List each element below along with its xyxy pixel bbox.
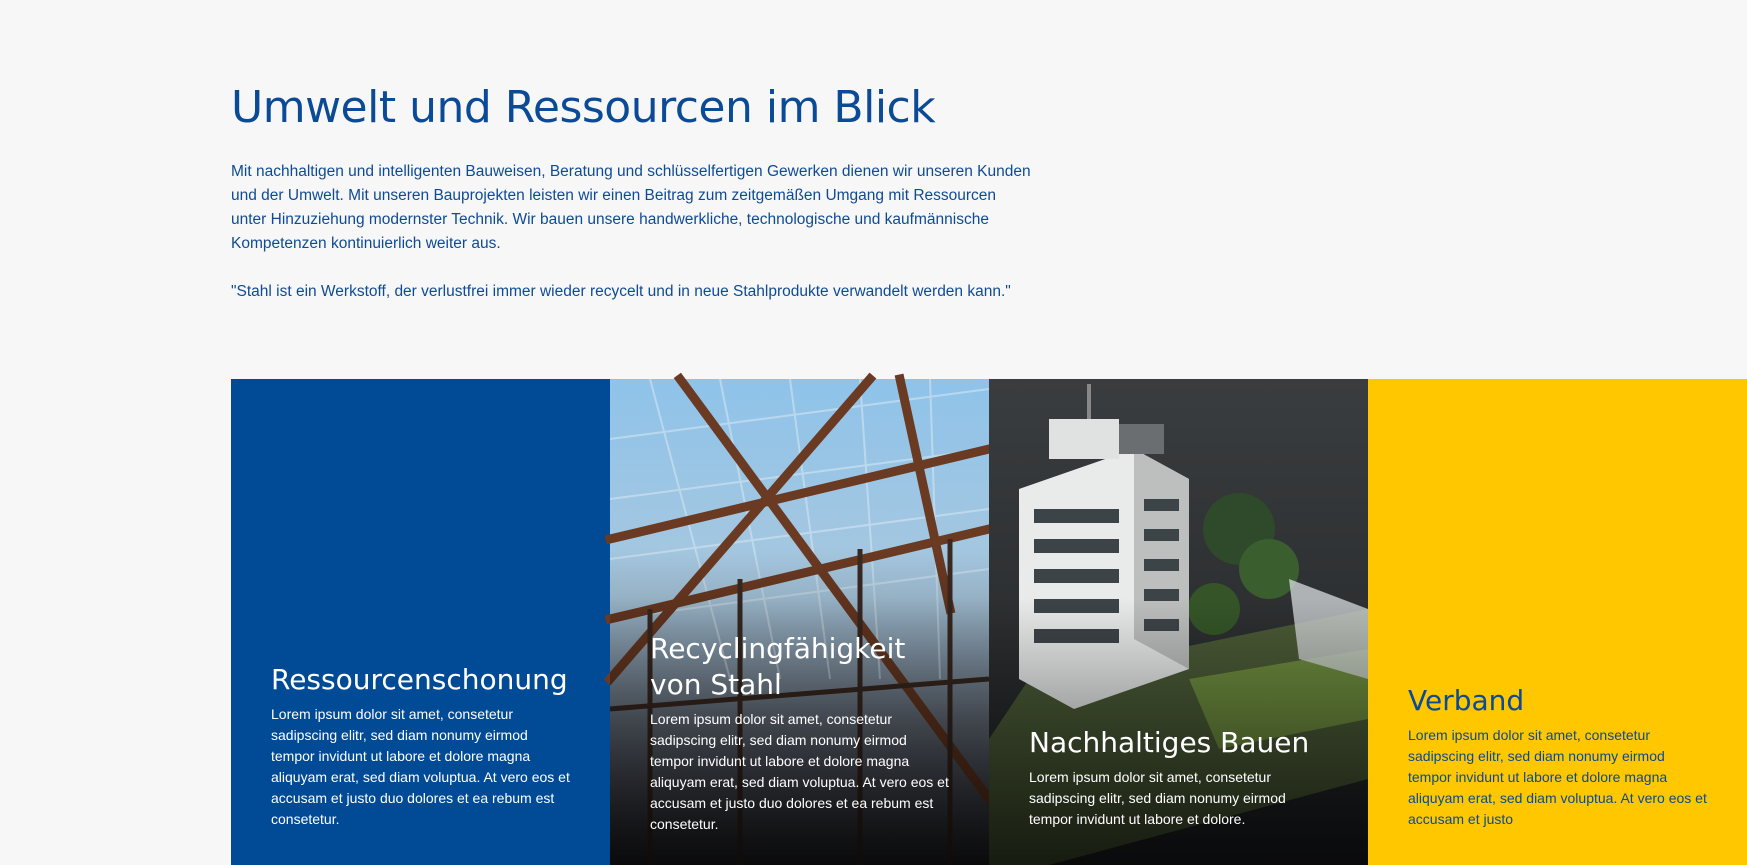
card-body: Lorem ipsum dolor sit amet, consetetur sadipscing elitr, sed diam nonumy eirmod tempor invidunt ut labore et dolore magna aliquyam erat, sed diam voluptua. At vero eos et accusam et justo duo dolores et ea rebum est consetetur.: [650, 711, 949, 832]
card-title: Recyclingfähigkeit von Stahl: [650, 632, 906, 701]
card-text: [650, 631, 953, 835]
card-title: Verband: [1408, 684, 1525, 717]
card-recycling-stahl[interactable]: [610, 379, 989, 865]
card-body: Lorem ipsum dolor sit amet, consetetur sadipscing elitr, sed diam nonumy eirmod tempor invidunt ut labore et dolore magna aliquyam erat, sed diam voluptua. At vero eos et accusam et justo: [1408, 727, 1707, 827]
card-text: [1029, 725, 1332, 830]
card-verband[interactable]: [1368, 379, 1747, 865]
card-body: Lorem ipsum dolor sit amet, consetetur sadipscing elitr, sed diam nonumy eirmod tempor invidunt ut labore et dolore magna aliquyam erat, sed diam voluptua. At vero eos et accusam et justo duo dolores et ea rebum est consetetur.: [271, 706, 570, 827]
page-title: Umwelt und Ressourcen im Blick: [231, 82, 936, 133]
card-title: Nachhaltiges Bauen: [1029, 726, 1310, 759]
card-text: [1408, 683, 1708, 830]
card-ressourcenschonung[interactable]: [231, 379, 610, 865]
intro-quote: "Stahl ist ein Werkstoff, der verlustfrei immer wieder recycelt und in neue Stahlprodukte verwandelt werden kann.": [231, 283, 1011, 300]
card-nachhaltiges-bauen[interactable]: [989, 379, 1368, 865]
card-text: [271, 662, 574, 830]
intro-section: [231, 80, 1031, 304]
card-title: Ressourcenschonung: [271, 663, 568, 696]
card-body: Lorem ipsum dolor sit amet, consetetur sadipscing elitr, sed diam nonumy eirmod tempor invidunt ut labore et dolore.: [1029, 769, 1286, 827]
feature-cards: [231, 379, 1707, 865]
intro-lead: Mit nachhaltigen und intelligenten Bauweisen, Beratung und schlüsselfertigen Gewerken dienen wir unseren Kunden und der Umwelt. Mit unseren Bauprojekten leisten wir einen Beitrag zum zeitgemäßen Umgang mit Ressourcen unter Hinzuziehung modernster Technik. Wir bauen unsere handwerkliche, technologische und kaufmännische Kompetenzen kontinuierlich weiter aus.: [231, 163, 1031, 252]
